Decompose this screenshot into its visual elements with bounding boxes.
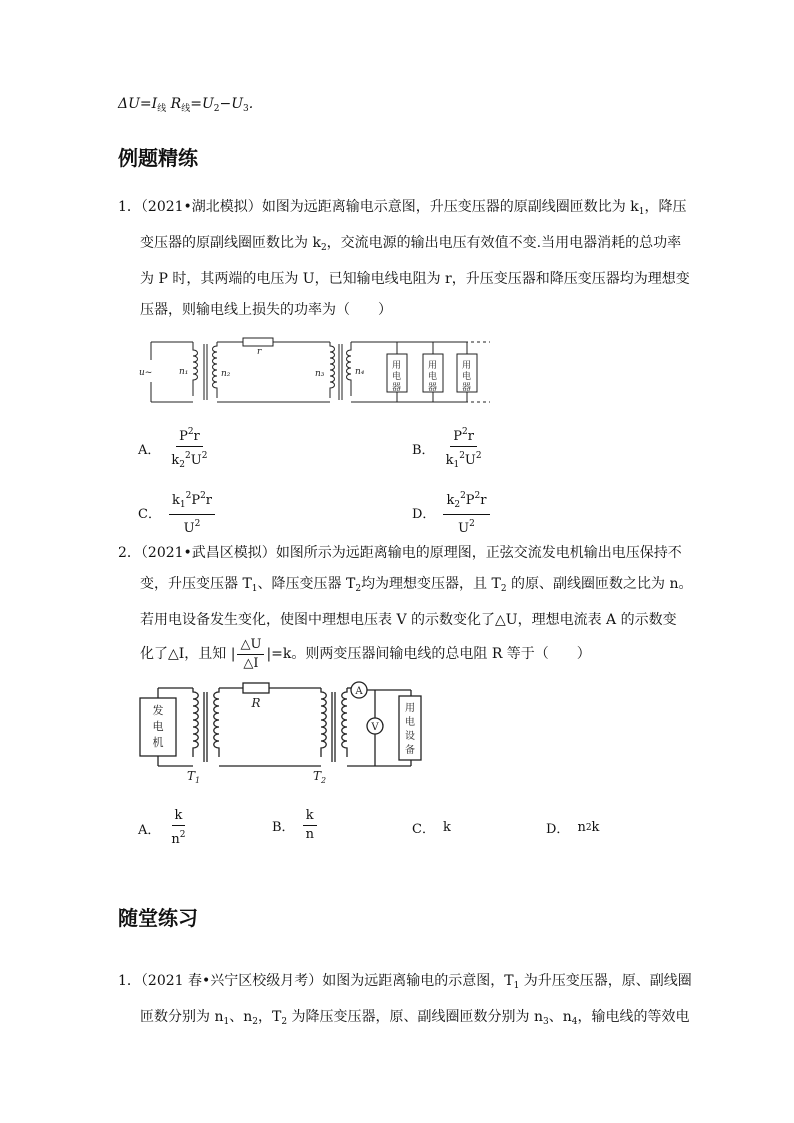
t2-primary-coil-2 [321, 688, 326, 757]
formula-u2: U [201, 96, 214, 112]
t2-secondary-coil [347, 342, 352, 396]
formula-r: R [170, 96, 182, 112]
formula-delta-u: ΔU [118, 96, 140, 112]
label-r: r [257, 347, 262, 357]
resistor-r [243, 338, 273, 346]
device-char-1: 用 [405, 703, 415, 714]
load-1-text: 用电器 [392, 361, 402, 393]
formula-equals: = [190, 96, 202, 112]
option-1d-fraction: $\frac{k_2^2P^2r}{U^2}$ [443, 488, 489, 537]
question-3-text [118, 966, 698, 1038]
option-2a[interactable]: A． $\frac{k}{n^2}$ [138, 808, 189, 848]
question-2-line-3: 若用电设备发生变化，使图中理想电压表 V 的示数变化了△U，理想电流表 A 的示数变 [140, 612, 677, 628]
option-1b-fraction: $\frac{P^2r}{k_1^2U^2}$ [443, 424, 485, 473]
label-T2: $T_2$ [313, 769, 327, 785]
gen-char-3: 机 [152, 736, 164, 749]
formula-r-sub: 线 [181, 104, 191, 114]
device-char-4: 备 [405, 745, 415, 756]
option-1d[interactable]: D． $\frac{k_2^2P^2r}{U^2}$ [412, 488, 490, 537]
option-1c[interactable]: C． $\frac{k_1^2P^2r}{U^2}$ [138, 488, 215, 537]
section-heading-practice: 随堂练习 [118, 906, 198, 930]
question-1-line-3: 为 P 时，其两端的电压为 U，已知输电线电阻为 r，升压变压器和降压变压器均为理想变 [140, 271, 690, 287]
gen-char-1: 发 [152, 704, 164, 717]
ammeter-label: A [355, 686, 363, 697]
formula-i-sub: 线 [157, 104, 167, 114]
device-char-2: 电 [405, 717, 415, 728]
load-3-text: 用电器 [462, 361, 472, 393]
option-1a[interactable]: A． $\frac{P^2r}{k_2^2U^2}$ [138, 424, 210, 473]
question-2-line-4: 化了△I，且知 | $\frac{\triangle U}{\triangle I}$ |=k。则两变压器间输电线的总电阻 R 等于（ ） [140, 636, 591, 671]
option-1c-fraction: $\frac{k_1^2P^2r}{U^2}$ [169, 488, 215, 537]
label-u: u~ [139, 368, 153, 378]
t1-secondary-coil [213, 342, 218, 398]
load-2-text: 用电器 [428, 361, 438, 393]
option-2b[interactable]: B． $\frac{k}{n}$ [272, 808, 317, 843]
t1-primary-coil-2 [193, 688, 198, 757]
question-1-line-1: 1．（2021•湖北模拟）如图为远距离输电示意图，升压变压器的原副线圈匝数比为 $k_1$，降压 [118, 199, 687, 217]
device-char-3: 设 [405, 731, 415, 742]
question-2-line-2: 变，升压变压器 $T_1$、降压变压器 $T_2$均为理想变压器，且 $T_2$ 的原、副线圈匝数之比为 n。 [140, 576, 693, 594]
question-1-line-4: 压器，则输电线上损失的功率为（ ） [140, 302, 392, 318]
formula-u3-sub: 3 [243, 104, 249, 114]
voltmeter-label: V [371, 722, 379, 733]
figure-1-circuit [135, 332, 495, 412]
label-n3: n₃ [315, 369, 325, 379]
label-n1: n₁ [179, 367, 189, 377]
formula-minus: − [219, 96, 232, 112]
formula-dot: . [248, 96, 254, 112]
option-2d[interactable]: D． n 2 k [546, 820, 600, 837]
question-3-line-1: 1．（2021 春•兴宁区校级月考）如图为远距离输电的示意图，$T_1$ 为升压变压器，原、副线圈 [118, 973, 692, 991]
label-n4: n₄ [355, 367, 365, 377]
resistor-R [243, 683, 269, 693]
formula-u2-sub: 2 [213, 104, 220, 114]
top-formula [118, 96, 253, 114]
label-T1: $T_1$ [187, 769, 201, 785]
formula-i: I [151, 96, 158, 112]
question-2-text [118, 538, 698, 672]
option-1a-fraction: $\frac{P^2r}{k_2^2U^2}$ [168, 424, 210, 473]
formula-equals: = [139, 96, 152, 112]
option-2c[interactable]: C． k [412, 820, 451, 837]
question-1-line-2: 变压器的原副线圈匝数比为 $k_2$，交流电源的输出电压有效值不变.当用电器消耗的总功率 [140, 235, 682, 253]
label-n2: n₂ [221, 369, 231, 379]
question-3-line-2: 匝数分别为 $n_1$、$n_2$，$T_2$ 为降压变压器，原、副线圈匝数分别为 $n_3$、$n_4$，输电线的等效电 [140, 1009, 690, 1027]
question-1-text [118, 192, 698, 326]
figure-2-circuit [135, 680, 435, 785]
t1-secondary-coil-2 [214, 688, 219, 757]
option-2a-fraction: $\frac{k}{n^2}$ [171, 808, 186, 847]
option-1b[interactable]: B． $\frac{P^2r}{k_1^2U^2}$ [412, 424, 485, 473]
question-2-line-1: 2．（2021•武昌区模拟）如图所示为远距离输电的原理图，正弦交流发电机输出电压保持不 [118, 545, 682, 561]
gen-char-2: 电 [152, 720, 164, 733]
t1-primary-coil [193, 342, 198, 396]
label-R: R [251, 696, 261, 710]
t2-primary-coil [330, 342, 335, 398]
du-di-fraction: $\frac{\triangle U}{\triangle I}$ [237, 637, 264, 672]
t2-secondary-coil-2 [342, 688, 347, 757]
option-2b-fraction: $\frac{k}{n}$ [303, 808, 317, 843]
formula-u3: U [231, 96, 244, 112]
section-heading-examples: 例题精练 [118, 146, 198, 170]
